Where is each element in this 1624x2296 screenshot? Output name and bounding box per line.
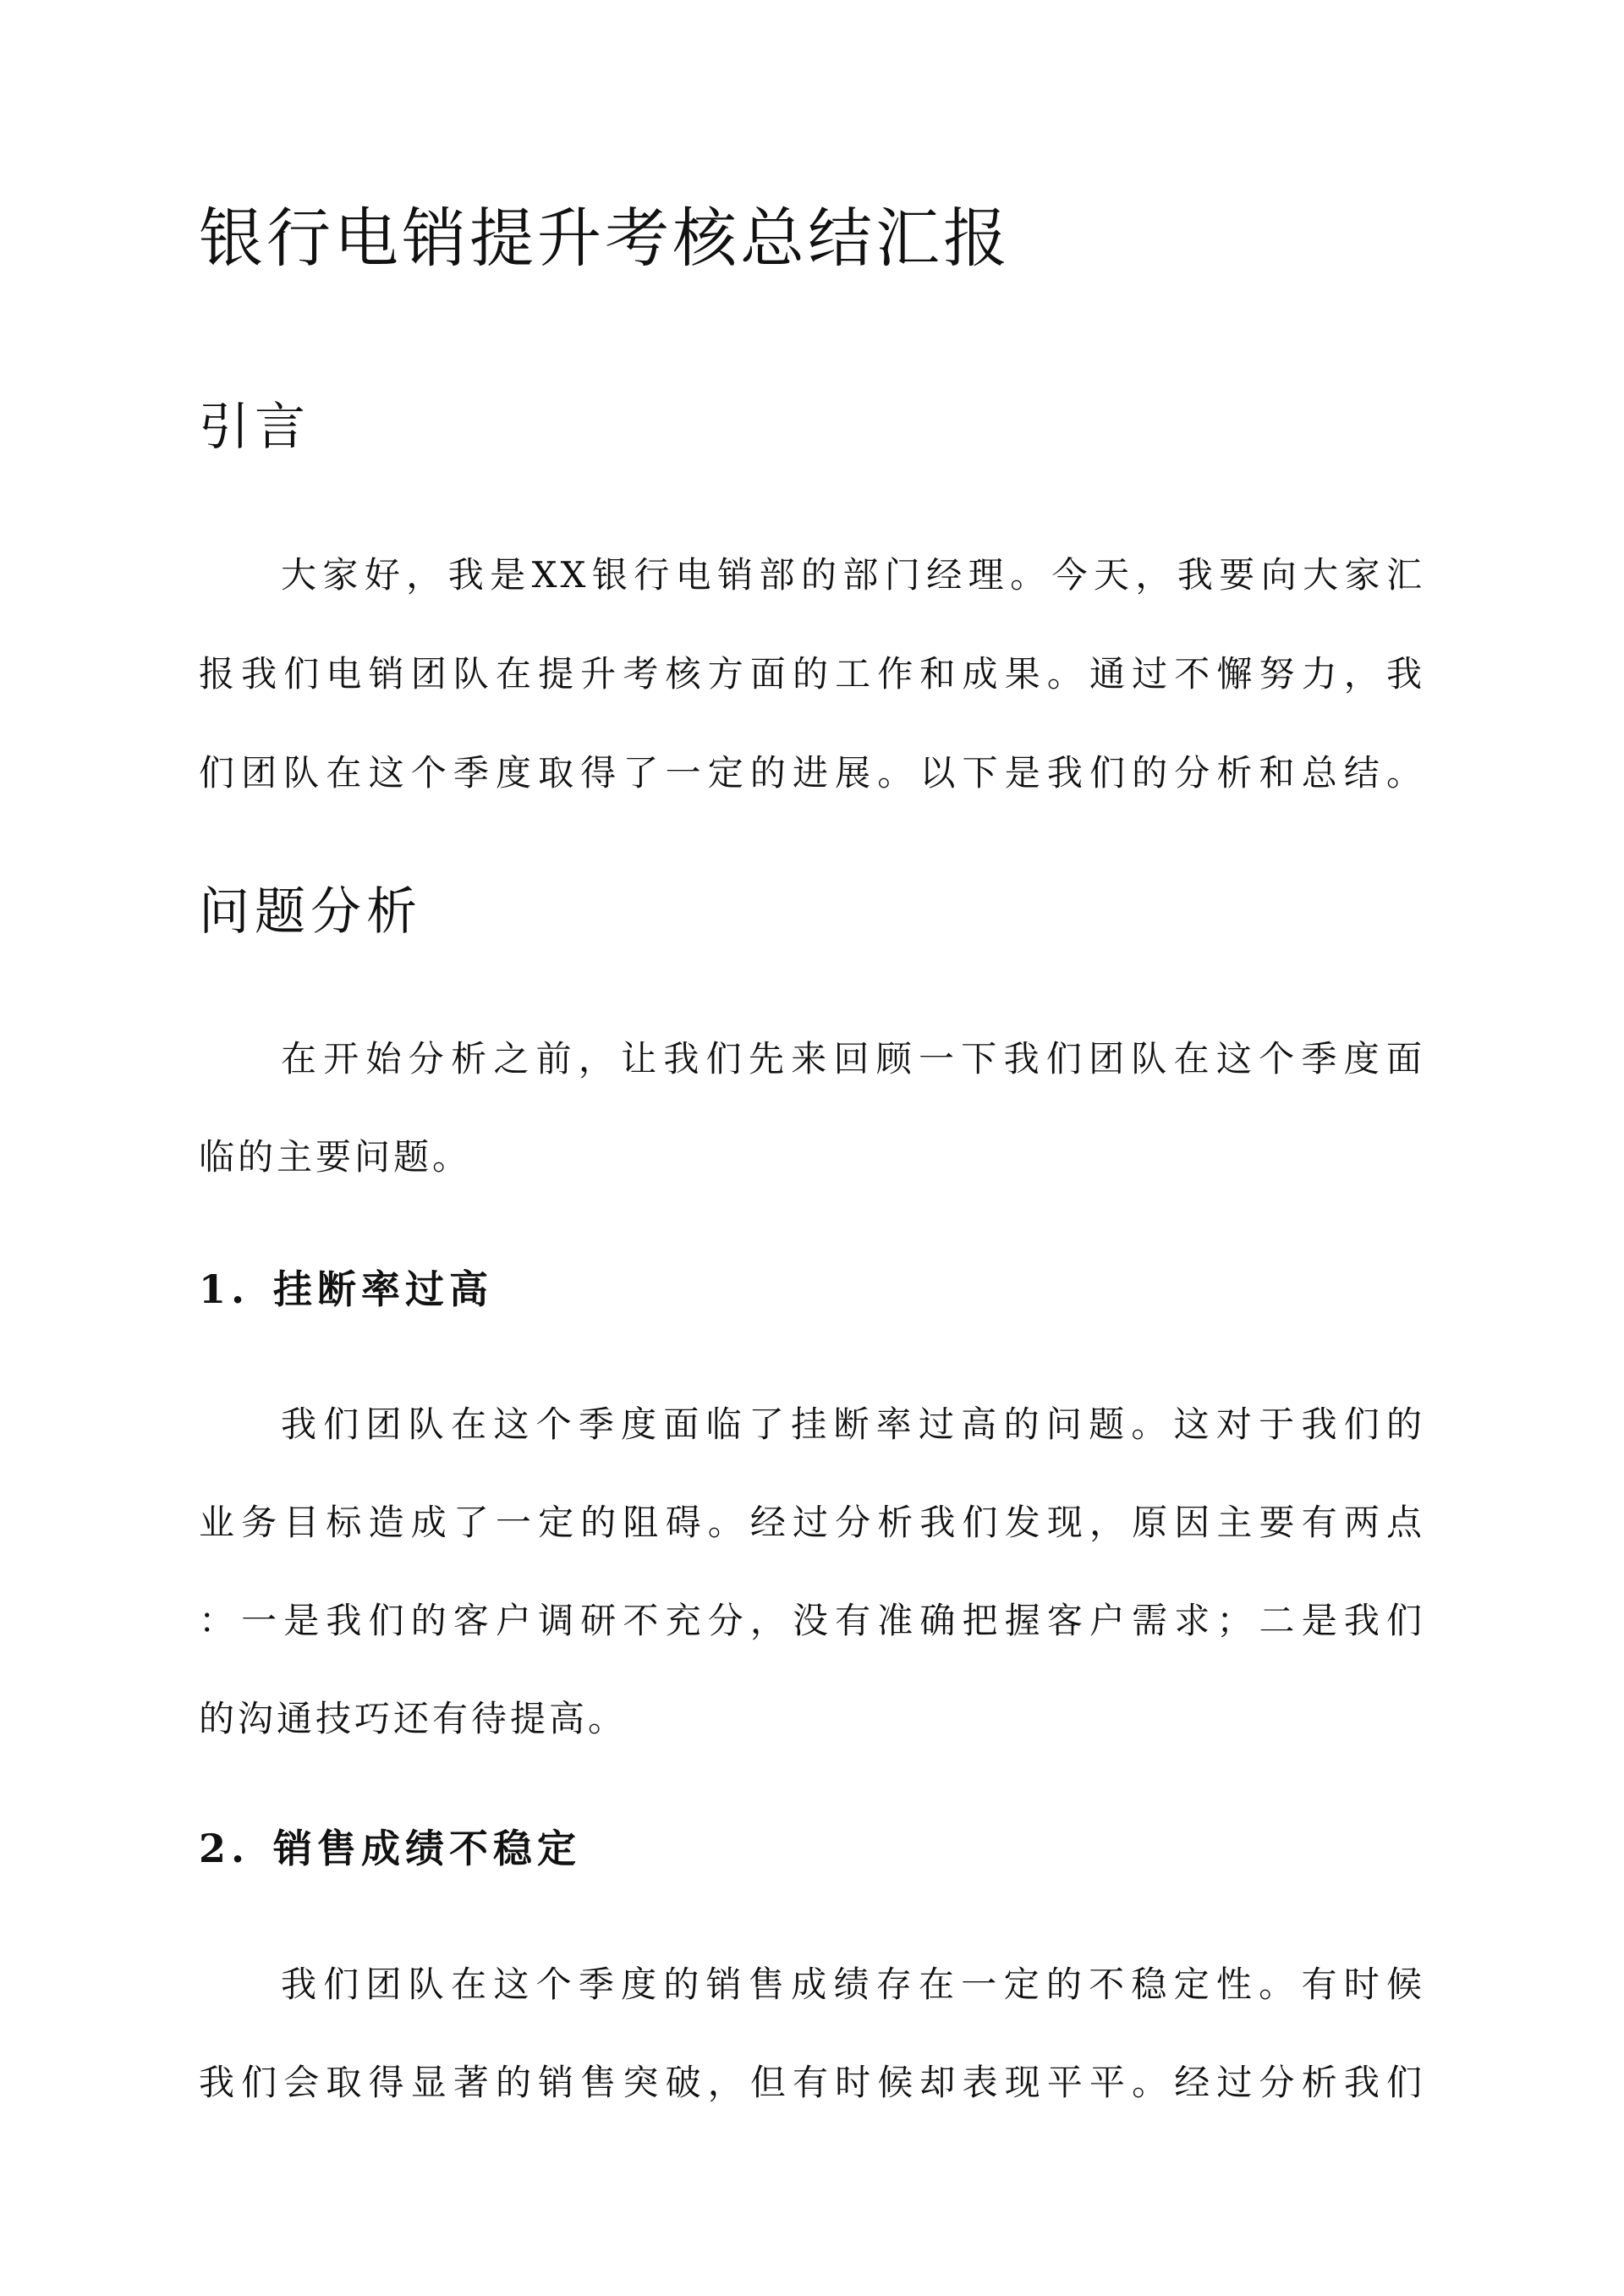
subheading-title: 挂断率过高 xyxy=(273,1266,493,1312)
subheading-number: 1. xyxy=(199,1266,250,1312)
section-heading-intro: 引言 xyxy=(199,398,310,457)
item-paragraph-line: 的沟通技巧还有待提高。 xyxy=(199,1698,628,1739)
item-paragraph-line: 我们会取得显著的销售突破，但有时候却表现平平。经过分析我们 xyxy=(199,2062,1425,2103)
subheading-title: 销售成绩不稳定 xyxy=(273,1826,581,1871)
item-paragraph-line: 我们团队在这个季度面临了挂断率过高的问题。这对于我们的 xyxy=(281,1403,1425,1445)
analysis-paragraph-line: 临的主要问题。 xyxy=(199,1136,472,1178)
item-paragraph-line: 我们团队在这个季度的销售成绩存在一定的不稳定性。有时候 xyxy=(281,1964,1425,2005)
document-title: 银行电销提升考核总结汇报 xyxy=(199,200,1011,276)
subheading-number: 2. xyxy=(199,1826,250,1871)
intro-paragraph-line: 报我们电销团队在提升考核方面的工作和成果。通过不懈努力，我 xyxy=(199,653,1425,695)
intro-paragraph-line: 们团队在这个季度取得了一定的进展。以下是我们的分析和总结。 xyxy=(199,752,1425,794)
section-heading-analysis: 问题分析 xyxy=(199,882,422,942)
item-paragraph-line: ：一是我们的客户调研不充分，没有准确把握客户需求；二是我们 xyxy=(199,1600,1425,1641)
analysis-paragraph-line: 在开始分析之前，让我们先来回顾一下我们团队在这个季度面 xyxy=(281,1038,1425,1079)
item-paragraph-line: 业务目标造成了一定的阻碍。经过分析我们发现，原因主要有两点 xyxy=(199,1502,1425,1543)
subheading-sales-instability xyxy=(199,1823,581,1874)
subheading-hangup-rate xyxy=(199,1264,493,1315)
intro-paragraph-line: 大家好，我是XX银行电销部的部门经理。今天，我要向大家汇 xyxy=(281,554,1425,596)
